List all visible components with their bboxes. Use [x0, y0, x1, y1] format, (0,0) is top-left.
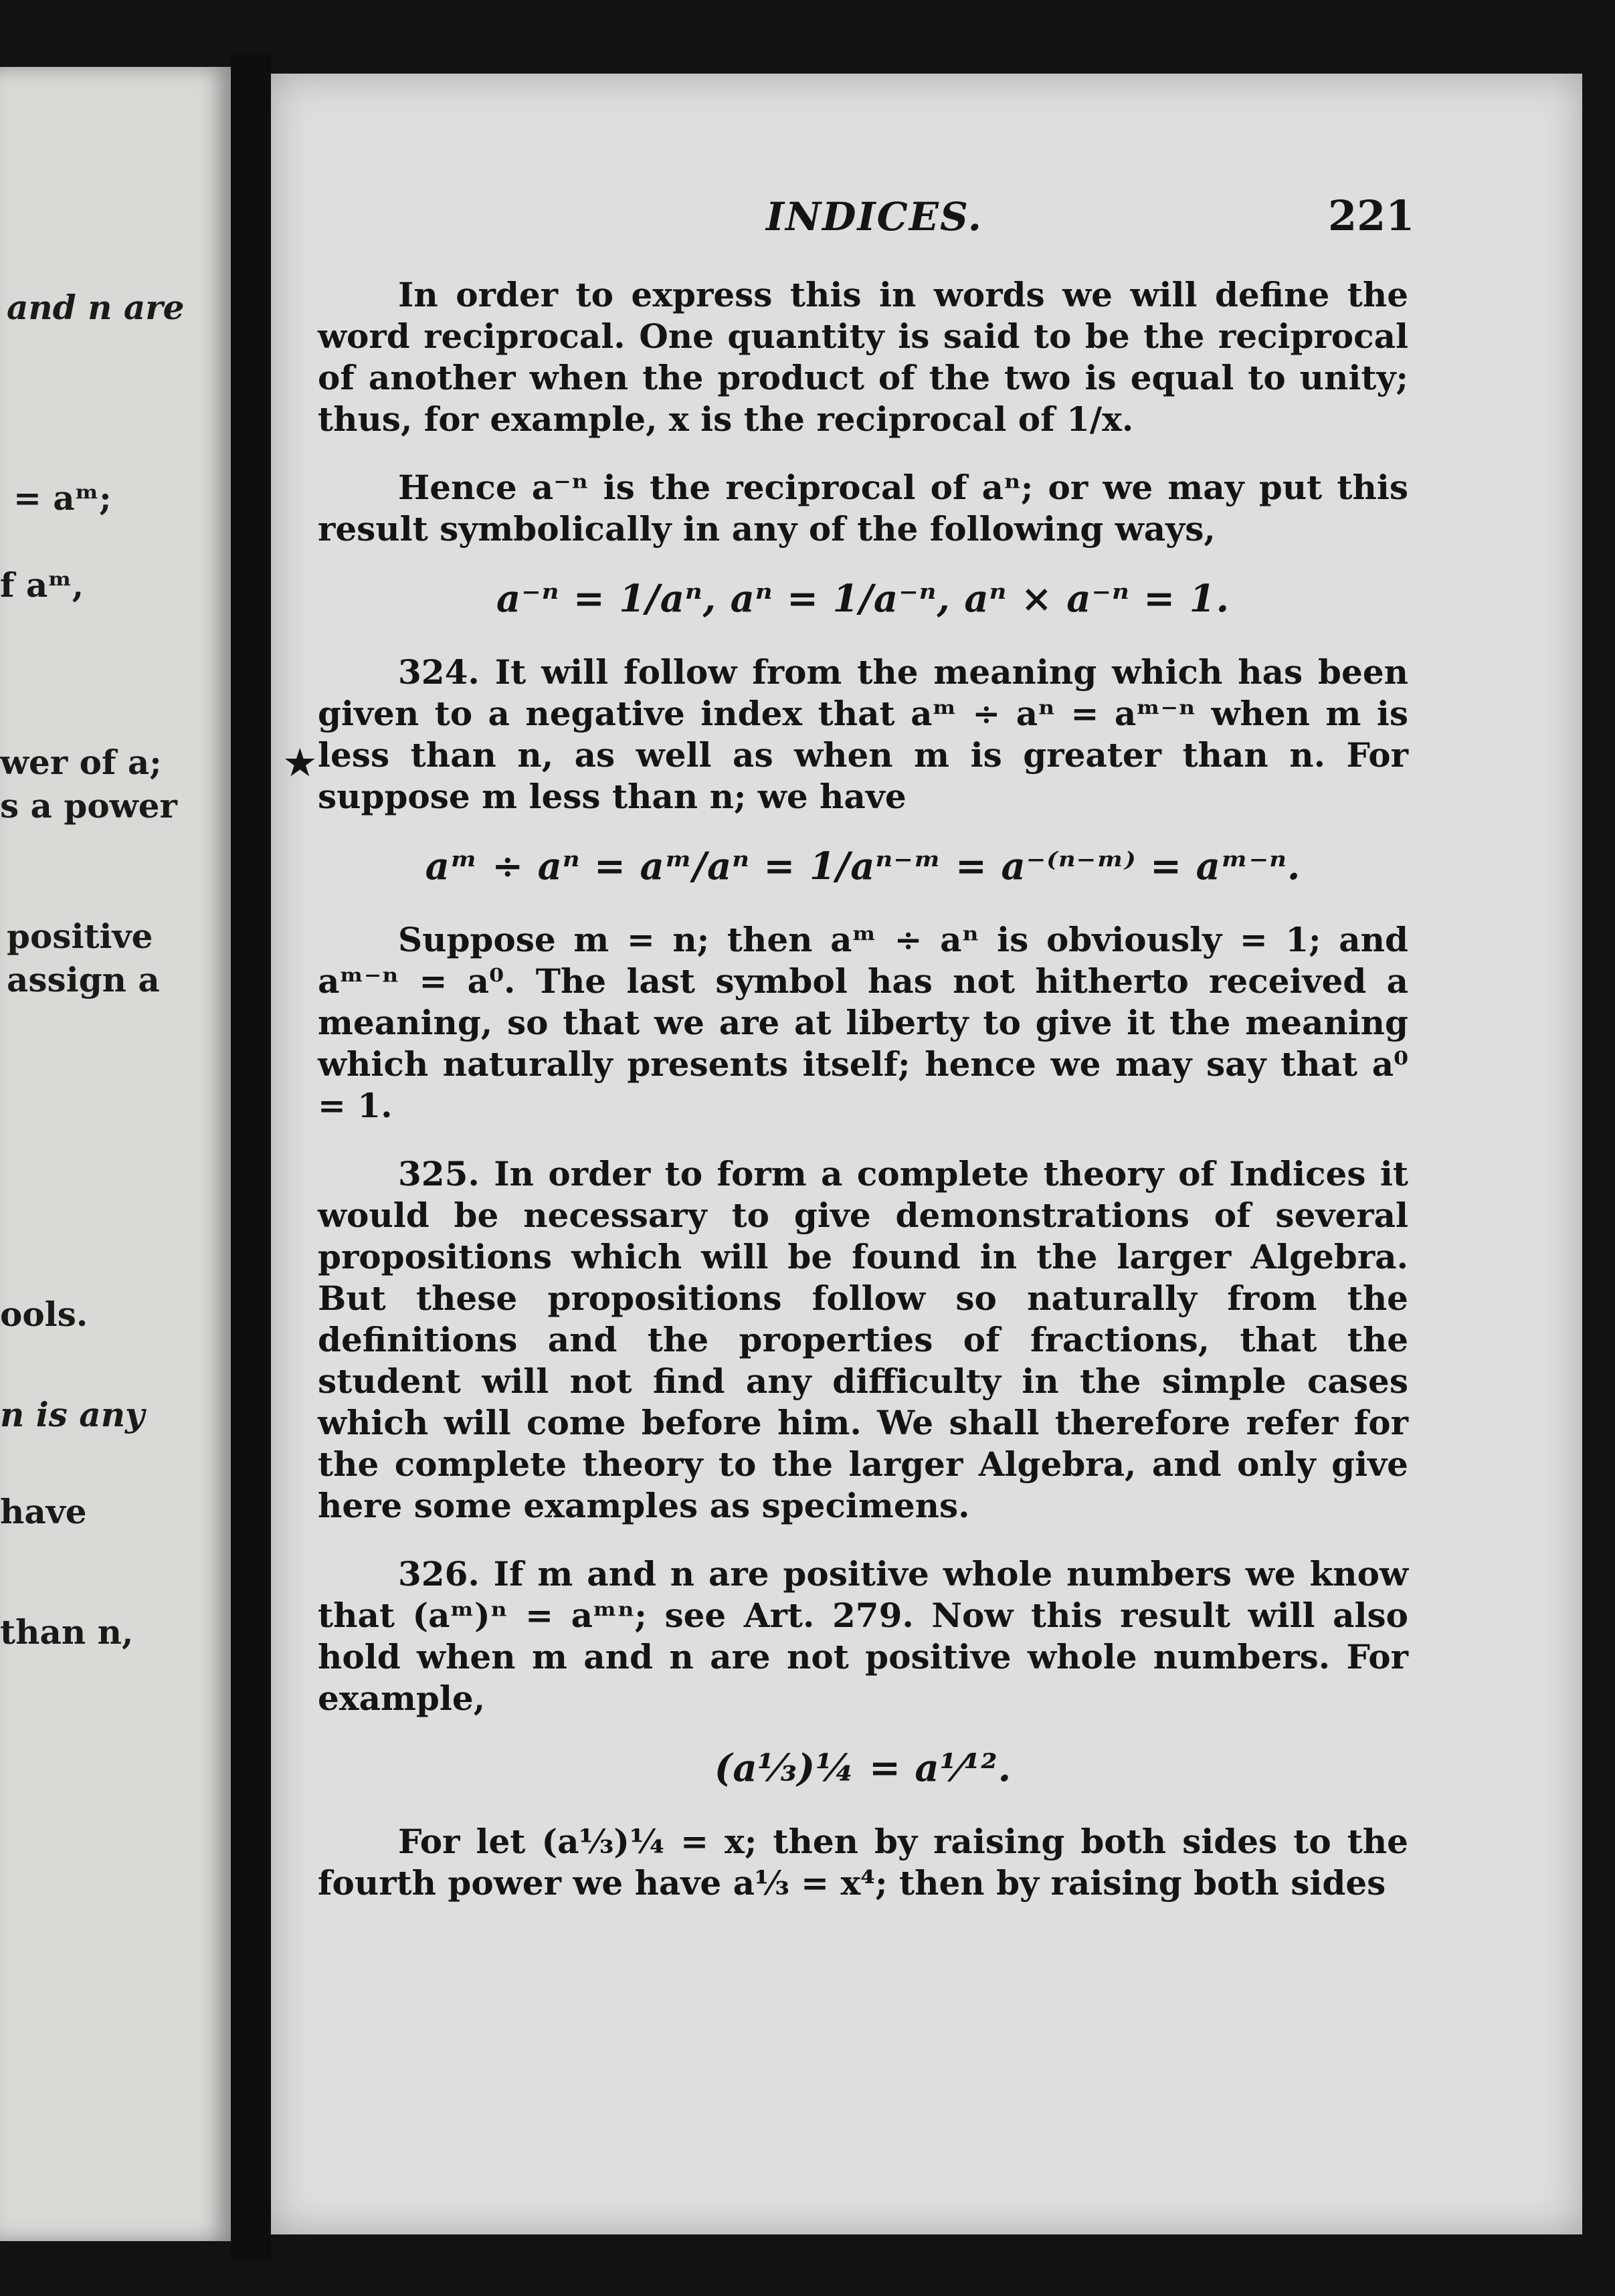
formula-reciprocal: a⁻ⁿ = 1/aⁿ, aⁿ = 1/a⁻ⁿ, aⁿ × a⁻ⁿ = 1.: [496, 577, 1230, 621]
left-fragment: than n,: [0, 1612, 134, 1652]
left-fragment: n is any: [0, 1395, 145, 1434]
left-fragment: wer of a;: [0, 743, 162, 782]
paragraph-proof: For let (a⅓)¼ = x; then by raising both sides to the fourth power we have a⅓ = x⁴; then by raising both sides: [318, 1822, 1408, 1903]
page-body: [318, 274, 1408, 1931]
left-fragment: positive: [7, 917, 153, 956]
book-gutter: [231, 54, 271, 2261]
paragraph-326: 326. If m and n are positive whole numbers we know that (aᵐ)ⁿ = aᵐⁿ; see Art. 279. Now this result will also hold when m and n are not positive whole numbers. For example,: [318, 1554, 1408, 1718]
paragraph-m-equals-n: Suppose m = n; then aᵐ ÷ aⁿ is obviously = 1; and aᵐ⁻ⁿ = a⁰. The last symbol has not hitherto received a meaning, so that we are at liberty to give it the meaning which naturally presents itself; hence we may say that a⁰ = 1.: [318, 920, 1408, 1125]
left-fragment: have: [0, 1492, 87, 1531]
formula-power-of-power: (a⅓)¼ = a¹⁄¹².: [714, 1746, 1012, 1790]
paragraph-reciprocal-definition: In order to express this in words we will define the word reciprocal. One quantity is said to be the reciprocal of another when the product of the two is equal to unity; thus, for example, x is the reciprocal of 1/x.: [318, 275, 1408, 439]
running-title: INDICES.: [766, 194, 983, 240]
margin-star-mark: ★: [284, 743, 316, 783]
paragraph-325: 325. In order to form a complete theory of Indices it would be necessary to give demonstrations of several propositions which will be found in the larger Algebra. But these propositions follow so naturally from the definitions and the properties of fractions, that the student will not find any difficulty in the simple cases which will come before him. We shall therefore refer for the complete theory to the larger Algebra, and only give here some examples as specimens.: [318, 1154, 1408, 1525]
paragraph-hence: Hence a⁻ⁿ is the reciprocal of aⁿ; or we may put this result symbolically in any of the following ways,: [318, 468, 1408, 549]
left-fragment: ools.: [0, 1295, 88, 1334]
left-fragment: s a power: [0, 786, 177, 826]
left-fragment: and n are: [7, 288, 185, 327]
page-number: 221: [1328, 191, 1415, 240]
formula-division: aᵐ ÷ aⁿ = aᵐ/aⁿ = 1/aⁿ⁻ᵐ = a⁻⁽ⁿ⁻ᵐ⁾ = aᵐ⁻ⁿ.: [425, 844, 1301, 888]
left-facing-page: [0, 67, 231, 2241]
left-fragment: assign a: [7, 960, 160, 999]
main-page: [271, 74, 1582, 2234]
left-fragment: = aᵐ;: [13, 478, 112, 518]
paragraph-324: 324. It will follow from the meaning which has been given to a negative index that aᵐ ÷ aⁿ = aᵐ⁻ⁿ when m is less than n, as well as when m is greater than n. For suppose m less than n; we have: [318, 652, 1408, 816]
left-fragment: f aᵐ,: [0, 565, 84, 605]
